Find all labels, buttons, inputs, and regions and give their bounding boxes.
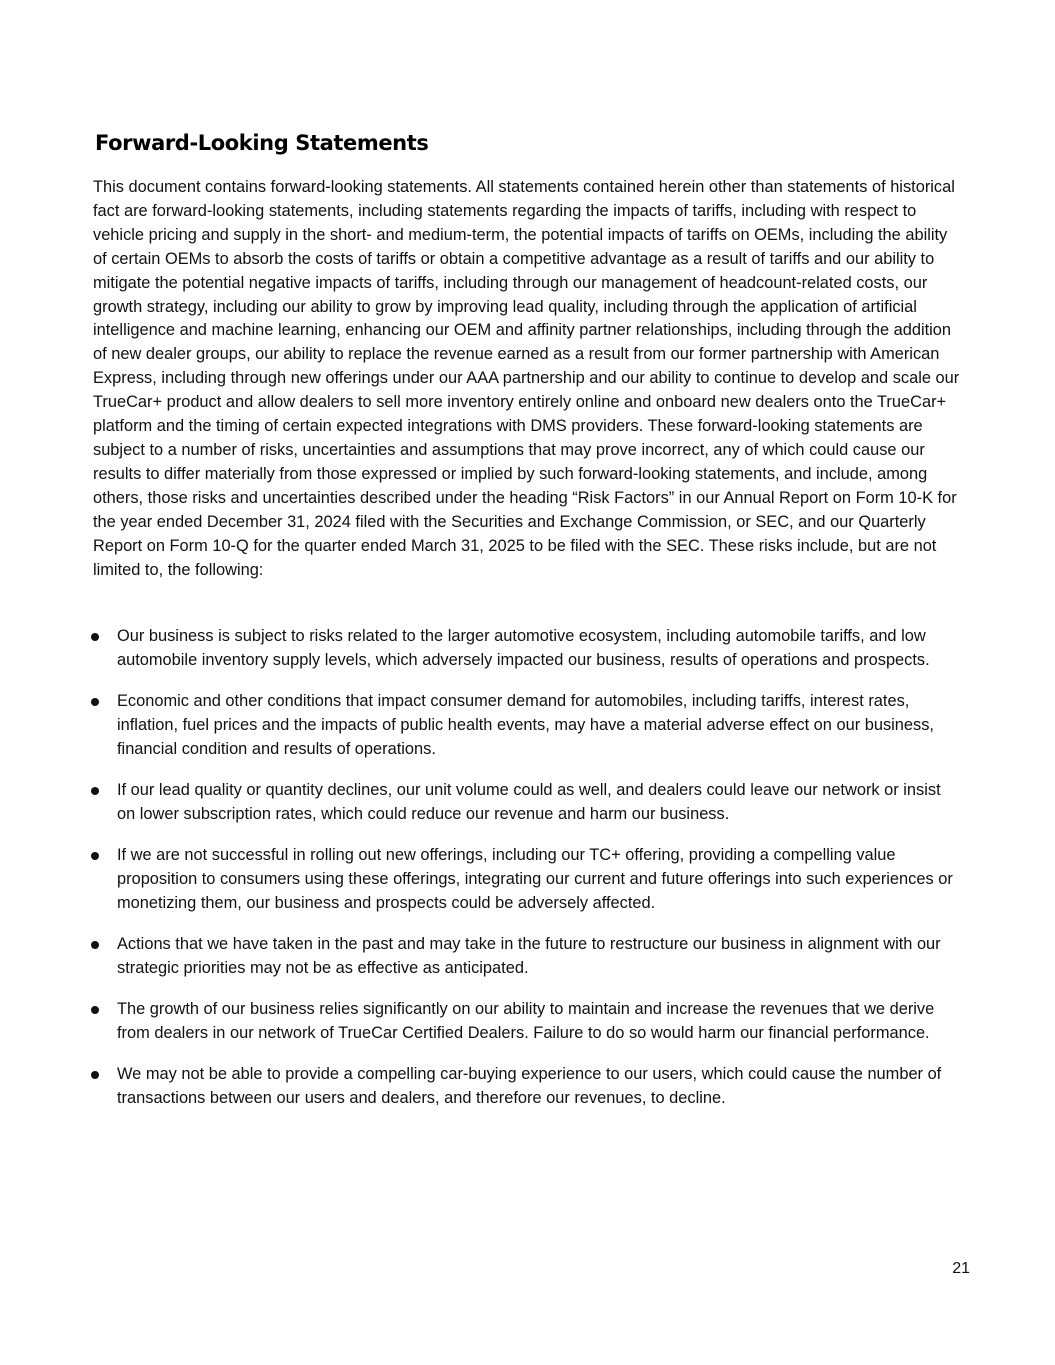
list-item-text: If we are not successful in rolling out new offerings, including our TC+ offering, providing a compelling value proposition to consumers using these offerings, integrating our current and future offerings into such experiences or monetizing them, our business and prospects could be adversely affected. xyxy=(117,845,953,913)
bullet-icon xyxy=(91,1006,99,1014)
list-item-text: Actions that we have taken in the past and may take in the future to restructure our business in alignment with our strategic priorities may not be as effective as anticipated. xyxy=(117,935,941,978)
list-item xyxy=(0,932,962,980)
list-item-text: We may not be able to provide a compelling car-buying experience to our users, which could cause the number of transactions between our users and dealers, and therefore our revenues, to decline. xyxy=(117,1064,942,1108)
intro-paragraph: This document contains forward-looking statements. All statements contained herein other than statements of historical fact are forward-looking statements, including statements regarding the impacts of tariffs, including with respect to vehicle pricing and supply in the short- and medium-term, the potential impacts of tariffs on OEMs, including the ability of certain OEMs to absorb the costs of tariffs or obtain a competitive advantage as a result of tariffs and our ability to mitigate the potential negative impacts of tariffs, including through our management of headcount-related costs, our growth strategy, including our ability to grow by improving lead quality, including through the application of artificial intelligence and machine learning, enhancing our OEM and affinity partner relationships, including through the addition of new dealer groups, our ability to replace the revenue earned as a result from our former partnership with American Express, including through new offerings under our AAA partnership and our ability to continue to develop and scale our TrueCar+ product and allow dealers to sell more inventory entirely online and onboard new dealers onto the TrueCar+ platform and the timing of certain expected integrations with DMS providers. These forward-looking statements are subject to a number of risks, uncertainties and assumptions that may prove incorrect, any of which could cause our results to differ materially from those expressed or implied by such forward-looking statements, and include, among others, those risks and uncertainties described under the heading “Risk Factors” in our Annual Report on Form 10-K for the year ended December 31, 2024 filed with the Securities and Exchange Commission, or SEC, and our Quarterly Report on Form 10-Q for the quarter ended March 31, 2025 to be filed with the SEC. These risks include, but are not limited to, the following: xyxy=(93,178,960,579)
list-item-text: The growth of our business relies significantly on our ability to maintain and increase the revenues that we derive from dealers in our network of TrueCar Certified Dealers. Failure to do so would harm our financial performance. xyxy=(117,999,935,1043)
bullet-icon xyxy=(91,633,99,641)
section-heading: Forward-Looking Statements xyxy=(95,131,429,155)
list-item xyxy=(0,1062,962,1110)
list-item-text: Economic and other conditions that impact consumer demand for automobiles, including tariffs, interest rates, inflation, fuel prices and the impacts of public health events, may have a material adverse effect on our business, financial condition and results of operations. xyxy=(117,691,934,759)
list-item-text: Our business is subject to risks related to the larger automotive ecosystem, including automobile tariffs, and low automobile inventory supply levels, which adversely impacted our business, results of operations and prospects. xyxy=(117,627,930,670)
list-item xyxy=(0,843,962,916)
bullet-icon xyxy=(91,852,99,860)
list-item xyxy=(0,778,962,826)
page-number: 21 xyxy=(952,1260,970,1277)
bullet-icon xyxy=(91,1071,99,1079)
list-item xyxy=(0,624,962,672)
bullet-icon xyxy=(91,698,99,706)
risk-list xyxy=(0,624,1055,1127)
list-item xyxy=(0,689,962,762)
list-item-text: If our lead quality or quantity declines, our unit volume could as well, and dealers could leave our network or insist on lower subscription rates, which could reduce our revenue and harm our business. xyxy=(117,781,941,824)
bullet-icon xyxy=(91,787,99,795)
list-item xyxy=(0,997,962,1045)
bullet-icon xyxy=(91,941,99,949)
